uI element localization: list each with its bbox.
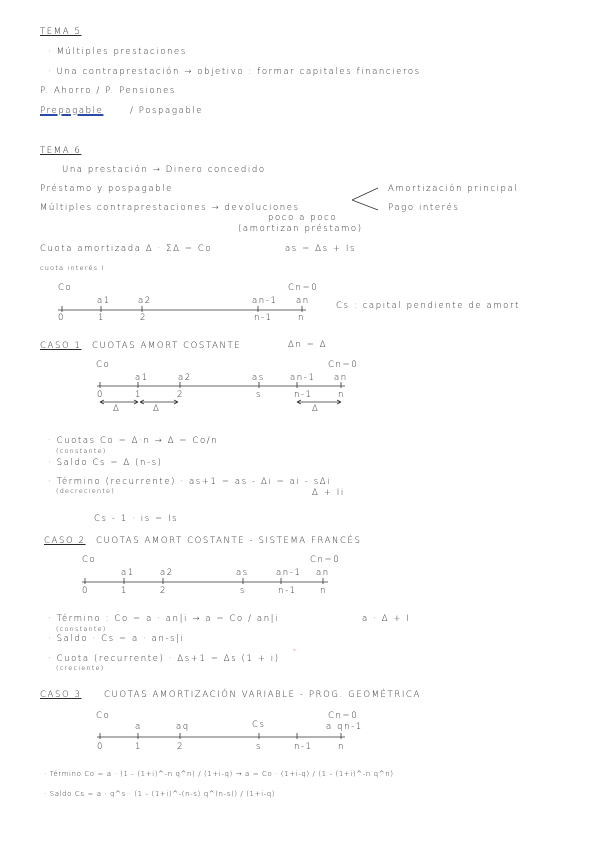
caso2-t2: 2 [160,586,168,596]
caso2-t5: n [320,586,327,596]
tema6-cuota: Cuota amortizada Δ · ΣΔ = Co [40,244,213,254]
caso2-t4: n-1 [278,586,297,596]
caso3-title: CASO 3 [40,690,82,700]
caso2-b3-sub: (creciente) [56,664,105,672]
tema6-line3: Múltiples contraprestaciones → devoluciones [40,203,300,213]
caso1-a2: a2 [178,373,192,383]
caso2-cn: Cn=0 [310,555,341,565]
tema6-line3b: poco a poco [268,213,338,223]
caso2-co: Co [82,555,97,565]
caso1-heading: CUOTAS AMORT COSTANTE [92,341,242,351]
caso3-t5: n [338,742,345,752]
caso3-t4: n-1 [294,742,313,752]
caso1-b3: · Término (recurrente) · as+1 = as - Δi = ai - sΔi [48,477,332,487]
tl0-an: an [296,296,310,306]
delta-arrows-caso1 [100,400,341,404]
tema5-pospagable: / Pospagable [130,106,204,116]
timeline-0-ticks [62,306,302,312]
caso3-t2: 2 [177,742,185,752]
tl0-cn: Cn=0 [288,283,319,293]
tl0-t4: n [298,313,305,323]
caso3-t0: 0 [97,742,105,752]
caso1-b3-sub: (decreciente) [56,487,115,495]
caso3-t3: s [256,742,263,752]
tema5-line1: · Múltiples prestaciones [48,47,187,57]
tema5-line2: · Una contraprestación → objetivo : formar capitales financieros [48,67,421,77]
tl0-a1: a1 [97,296,111,306]
caso2-b1: · Término : Co = a · an|i → a = Co / an|i [48,614,280,624]
caso2-b1-right: a · Δ + I [362,614,411,624]
caso1-b1: · Cuotas Co = Δ·n → Δ = Co/n [48,436,219,446]
caso2-b2: · Saldo · Cs = a · an-s|i [48,634,185,644]
caso1-a1: a1 [135,373,149,383]
caso2-an1: an-1 [276,568,302,578]
tema6-line1: Una prestación → Dinero concedido [62,165,266,175]
tl0-t0: 0 [58,313,66,323]
tl0-t2: 2 [140,313,148,323]
caso3-heading: CUOTAS AMORTIZACIÓN VARIABLE - PROG. GEOMÉTRICA [104,690,421,700]
caso1-cn: Cn=0 [328,360,359,370]
caso1-b3-right: Δ + Ii [312,488,345,498]
tema6-title: TEMA 6 [40,146,82,156]
caso2-a1: a1 [121,568,135,578]
caso1-eq: Δn = Δ [288,340,328,350]
caso1-b1-sub: (constante) [56,447,107,455]
tl0-an1: an-1 [252,296,278,306]
caso1-b4: Cs - 1 · is = Is [94,514,179,524]
caso3-b1: · Término Co = a · (1 - (1+i)^-n q^n) / (1+i-q) → a = Co · (1+i-q) / (1 - (1+i)^-n q^n) [44,770,394,778]
caso1-t4: n-1 [294,390,313,400]
caso1-t0: 0 [97,390,105,400]
caso3-aq: aq [176,722,190,732]
caso1-delta1: Δ [113,404,121,414]
caso1-title: CASO 1 [40,341,82,351]
tema5-title: TEMA 5 [40,27,82,37]
caso1-co: Co [96,360,111,370]
branch-bracket [352,188,378,210]
caso3-co: Co [96,711,111,721]
tl0-co: Co [58,283,73,293]
caso3-a: a [135,722,142,732]
tl0-t3: n-1 [254,313,273,323]
timeline-caso2-ticks [85,578,323,584]
caso3-aqn: a qn-1 [326,722,363,732]
caso1-b2: · Saldo Cs = Δ (n-s) [48,458,163,468]
caso1-t5: n [338,390,345,400]
tl0-cs-note: Cs : capital pendiente de amort [336,301,520,311]
caso3-cn: Cn=0 [328,711,359,721]
tema6-branch2: Pago interés [388,203,460,213]
caso2-a2: a2 [160,568,174,578]
caso2-star: * [293,648,298,655]
caso1-t3: s [256,390,263,400]
caso1-t2: 2 [177,390,185,400]
caso2-an: an [316,568,330,578]
caso2-t3: s [240,586,247,596]
caso1-an1: an-1 [290,373,316,383]
tl0-t1: 1 [98,313,106,323]
caso3-cs: Cs [252,720,266,730]
caso2-t0: 0 [82,586,90,596]
caso1-t1: 1 [135,390,143,400]
tema5-line3: P. Ahorro / P. Pensiones [40,86,176,96]
caso2-t1: 1 [121,586,129,596]
caso3-b2: · Saldo Cs = a · q^s · (1 - (1+i)^-(n-s) q^(n-s)) / (1+i-q) [44,790,276,798]
tl0-a2: a2 [138,296,152,306]
tema5-prepagable: Prepagable [40,106,104,116]
caso1-delta3: Δ [312,404,320,414]
caso2-title: CASO 2 [44,536,86,546]
caso2-as: as [236,568,249,578]
caso2-heading: CUOTAS AMORT COSTANTE - SISTEMA FRANCÉS [96,536,362,546]
tema6-line3c: (amortizan préstamo) [238,224,363,234]
tema6-line2: Préstamo y pospagable [40,184,173,194]
caso2-b1-sub: (constante) [56,625,107,633]
tema6-cuota-interes: cuota interés I [40,264,105,272]
caso2-b3: · Cuota (recurrente) · Δs+1 = Δs (1 + i) [48,654,280,664]
timeline-caso1-ticks [100,382,341,388]
tema6-branch1: Amortización principal [388,184,519,194]
caso1-as: as [252,373,265,383]
timeline-caso3-ticks [100,733,341,739]
caso3-t1: 1 [135,742,143,752]
caso1-delta2: Δ [153,404,161,414]
tema6-cuota-right: as = Δs + Is [285,244,357,254]
caso1-an: an [334,373,348,383]
